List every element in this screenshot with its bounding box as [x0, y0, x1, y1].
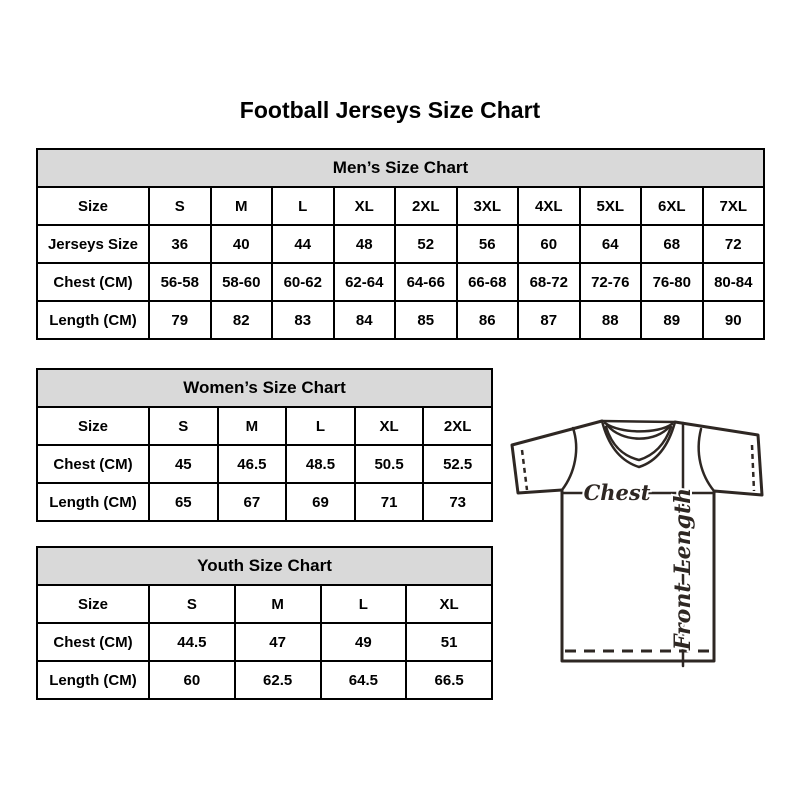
value-cell: 87 [518, 301, 580, 339]
value-cell: 46.5 [218, 445, 287, 483]
value-cell: 56-58 [149, 263, 211, 301]
value-cell: 79 [149, 301, 211, 339]
value-cell: 5XL [580, 187, 642, 225]
value-cell: XL [334, 187, 396, 225]
page-title: Football Jerseys Size Chart [239, 97, 541, 123]
table-row [37, 483, 492, 521]
row-label-cell: Size [37, 407, 149, 445]
table-row [37, 407, 492, 445]
value-cell: 58-60 [211, 263, 273, 301]
value-cell: 56 [457, 225, 519, 263]
value-cell: XL [406, 585, 492, 623]
value-cell: M [211, 187, 273, 225]
value-cell: 66-68 [457, 263, 519, 301]
value-cell: 60 [149, 661, 235, 699]
value-cell: 64.5 [321, 661, 407, 699]
row-label-cell: Length (CM) [37, 483, 149, 521]
value-cell: 3XL [457, 187, 519, 225]
table-row [37, 225, 764, 263]
value-cell: 64 [580, 225, 642, 263]
value-cell: XL [355, 407, 424, 445]
value-cell: 68-72 [518, 263, 580, 301]
value-cell: 62.5 [235, 661, 321, 699]
value-cell: 62-64 [334, 263, 396, 301]
value-cell: 6XL [641, 187, 703, 225]
row-label-cell: Size [37, 187, 149, 225]
value-cell: 84 [334, 301, 396, 339]
value-cell: 72-76 [580, 263, 642, 301]
table-row [37, 263, 764, 301]
youth-size-table [36, 546, 493, 700]
value-cell: S [149, 407, 218, 445]
value-cell: 48.5 [286, 445, 355, 483]
row-label-cell: Length (CM) [37, 661, 149, 699]
value-cell: 40 [211, 225, 273, 263]
value-cell: 51 [406, 623, 492, 661]
table-row [37, 187, 764, 225]
value-cell: 60-62 [272, 263, 334, 301]
mens-size-table [36, 148, 765, 340]
value-cell: 44.5 [149, 623, 235, 661]
value-cell: 36 [149, 225, 211, 263]
value-cell: L [321, 585, 407, 623]
table-row [37, 623, 492, 661]
value-cell: 4XL [518, 187, 580, 225]
youth-table-title: Youth Size Chart [37, 547, 492, 585]
value-cell: 52 [395, 225, 457, 263]
value-cell: 86 [457, 301, 519, 339]
row-label-cell: Jerseys Size [37, 225, 149, 263]
jersey-body-fill [512, 421, 762, 661]
value-cell: 67 [218, 483, 287, 521]
collar-top-line [602, 421, 675, 422]
table-header-row [37, 149, 764, 187]
value-cell: M [218, 407, 287, 445]
row-label-cell: Chest (CM) [37, 445, 149, 483]
table-row [37, 585, 492, 623]
value-cell: 2XL [395, 187, 457, 225]
row-label-cell: Size [37, 585, 149, 623]
value-cell: 7XL [703, 187, 765, 225]
row-label-cell: Length (CM) [37, 301, 149, 339]
table-header-row [37, 547, 492, 585]
value-cell: 90 [703, 301, 765, 339]
womens-table-title: Women’s Size Chart [37, 369, 492, 407]
jersey-diagram-svg [505, 403, 770, 675]
value-cell: 71 [355, 483, 424, 521]
value-cell: 82 [211, 301, 273, 339]
table-row [37, 445, 492, 483]
value-cell: 85 [395, 301, 457, 339]
value-cell: 68 [641, 225, 703, 263]
value-cell: 47 [235, 623, 321, 661]
value-cell: M [235, 585, 321, 623]
value-cell: 50.5 [355, 445, 424, 483]
value-cell: L [286, 407, 355, 445]
value-cell: 89 [641, 301, 703, 339]
womens-size-table [36, 368, 493, 522]
value-cell: 88 [580, 301, 642, 339]
table-header-row [37, 369, 492, 407]
value-cell: 72 [703, 225, 765, 263]
value-cell: 49 [321, 623, 407, 661]
chest-label: Chest [583, 480, 651, 505]
value-cell: 44 [272, 225, 334, 263]
mens-table-title: Men’s Size Chart [37, 149, 764, 187]
value-cell: 2XL [423, 407, 492, 445]
value-cell: 76-80 [641, 263, 703, 301]
value-cell: 64-66 [395, 263, 457, 301]
value-cell: S [149, 187, 211, 225]
front-length-label: Front Length [670, 487, 696, 651]
row-label-cell: Chest (CM) [37, 263, 149, 301]
jersey-measurement-diagram [505, 403, 770, 675]
row-label-cell: Chest (CM) [37, 623, 149, 661]
value-cell: 65 [149, 483, 218, 521]
value-cell: 60 [518, 225, 580, 263]
table-row [37, 661, 492, 699]
value-cell: 83 [272, 301, 334, 339]
value-cell: 69 [286, 483, 355, 521]
value-cell: 45 [149, 445, 218, 483]
value-cell: 73 [423, 483, 492, 521]
value-cell: 48 [334, 225, 396, 263]
value-cell: L [272, 187, 334, 225]
table-row [37, 301, 764, 339]
value-cell: S [149, 585, 235, 623]
value-cell: 80-84 [703, 263, 765, 301]
value-cell: 66.5 [406, 661, 492, 699]
value-cell: 52.5 [423, 445, 492, 483]
